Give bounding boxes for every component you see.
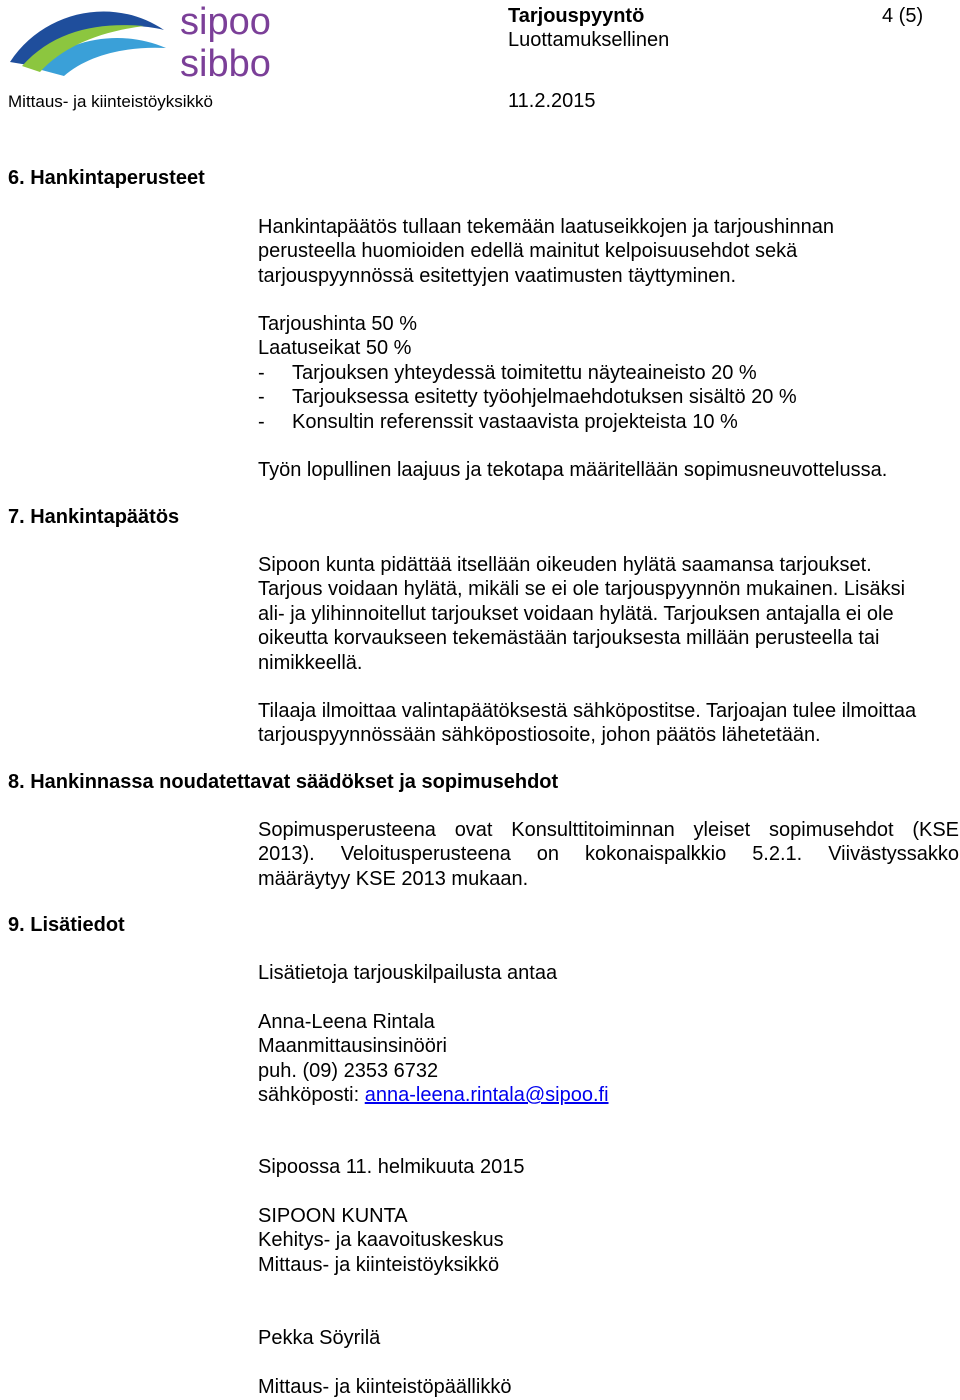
department-name: Mittaus- ja kiinteistöyksikkö	[8, 92, 214, 111]
section-6-intro-line: tarjouspyynnössä esitettyjen vaatimusten täyttyminen.	[258, 264, 737, 287]
section-8-line: 2013). Veloitusperusteena on kokonaispalkkio 5.2.1. Viivästyssakko	[258, 843, 959, 866]
contact-name: Anna-Leena Rintala	[258, 1011, 435, 1033]
section-7-line: oikeutta korvaukseen tekemästään tarjouksesta millään perusteella tai	[258, 627, 880, 650]
logo-text-sibbo: sibbo	[180, 43, 271, 84]
org-line: Mittaus- ja kiinteistöyksikkö	[258, 1253, 500, 1276]
contact-intro: Lisätietoja tarjouskilpailusta antaa	[258, 962, 558, 984]
quality-weight: Laatuseikat 50 %	[258, 337, 412, 360]
page-number: 4 (5)	[882, 5, 924, 27]
signer-title: Mittaus- ja kiinteistöpäällikkö	[258, 1376, 512, 1398]
section-7-rejection	[258, 553, 905, 675]
criteria-item: - Konsultin referenssit vastaavista projekteista 10 %	[258, 410, 738, 433]
section-8-line: määräytyy KSE 2013 mukaan.	[258, 867, 529, 890]
section-7-line: Tarjous voidaan hylätä, mikäli se ei ole tarjouspyynnön mukainen. Lisäksi	[258, 578, 906, 601]
section-7-line: Tilaaja ilmoittaa valintapäätöksestä sähköpostitse. Tarjoajan tulee ilmoittaa	[258, 700, 917, 722]
contact-email-link[interactable]: anna-leena.rintala@sipoo.fi	[364, 1084, 609, 1107]
section-6-scope: Työn lopullinen laajuus ja tekotapa määritellään sopimusneuvottelussa.	[258, 459, 888, 481]
criteria-item: - Tarjouksen yhteydessä toimitettu näyteaineisto 20 %	[258, 361, 757, 384]
section-7-notification	[258, 699, 916, 748]
signature-org	[258, 1204, 504, 1277]
section-8-heading: 8. Hankinnassa noudatettavat säädökset ja sopimusehdot	[8, 771, 559, 793]
section-7-line: Sipoon kunta pidättää itsellään oikeuden hylätä saamansa tarjoukset.	[258, 554, 872, 576]
contact-email-label: sähköposti:	[258, 1084, 365, 1107]
contact-email-row	[258, 1083, 609, 1107]
section-7-heading: 7. Hankintapäätös	[8, 506, 180, 528]
logo-text-sipoo: sipoo	[180, 1, 271, 43]
section-6-intro-line: Hankintapäätös tullaan tekemään laatuseikkojen ja tarjoushinnan	[258, 216, 834, 238]
section-6-intro-line: perusteella huomioiden edellä mainitut kelpoisuusehdot sekä	[258, 240, 798, 263]
section-7-line: nimikkeellä.	[258, 651, 363, 674]
section-8-line: Sopimusperusteena ovat Konsulttitoiminnan yleiset sopimusehdot (KSE	[258, 819, 959, 841]
section-7-line: tarjouspyynnössään sähköpostiosoite, johon päätös lähetetään.	[258, 724, 821, 747]
signer-name: Pekka Söyrilä	[258, 1327, 381, 1349]
price-weight: Tarjoushinta 50 %	[258, 313, 417, 335]
contact-title: Maanmittausinsinööri	[258, 1035, 447, 1058]
criteria-item: - Tarjouksessa esitetty työohjelmaehdotuksen sisältö 20 %	[258, 386, 797, 409]
section-6-intro	[258, 215, 834, 288]
section-9-heading: 9. Lisätiedot	[8, 914, 125, 936]
doc-date: 11.2.2015	[508, 90, 596, 112]
org-line: Kehitys- ja kaavoituskeskus	[258, 1229, 504, 1252]
org-line: SIPOON KUNTA	[258, 1205, 408, 1227]
section-6-heading: 6. Hankintaperusteet	[8, 167, 205, 189]
signature-place-date: Sipoossa 11. helmikuuta 2015	[258, 1156, 525, 1178]
section-7-line: ali- ja ylihinnoitellut tarjoukset voidaan hylätä. Tarjouksen antajalla ei ole	[258, 602, 894, 625]
doc-title: Tarjouspyyntö	[508, 5, 645, 27]
contact-phone: puh. (09) 2353 6732	[258, 1059, 439, 1082]
section-8-paragraph	[258, 818, 959, 891]
section-6-criteria	[258, 312, 797, 434]
sipoo-sibbo-logo	[4, 0, 294, 84]
contact-block	[258, 1010, 609, 1108]
doc-classification: Luottamuksellinen	[508, 29, 670, 51]
